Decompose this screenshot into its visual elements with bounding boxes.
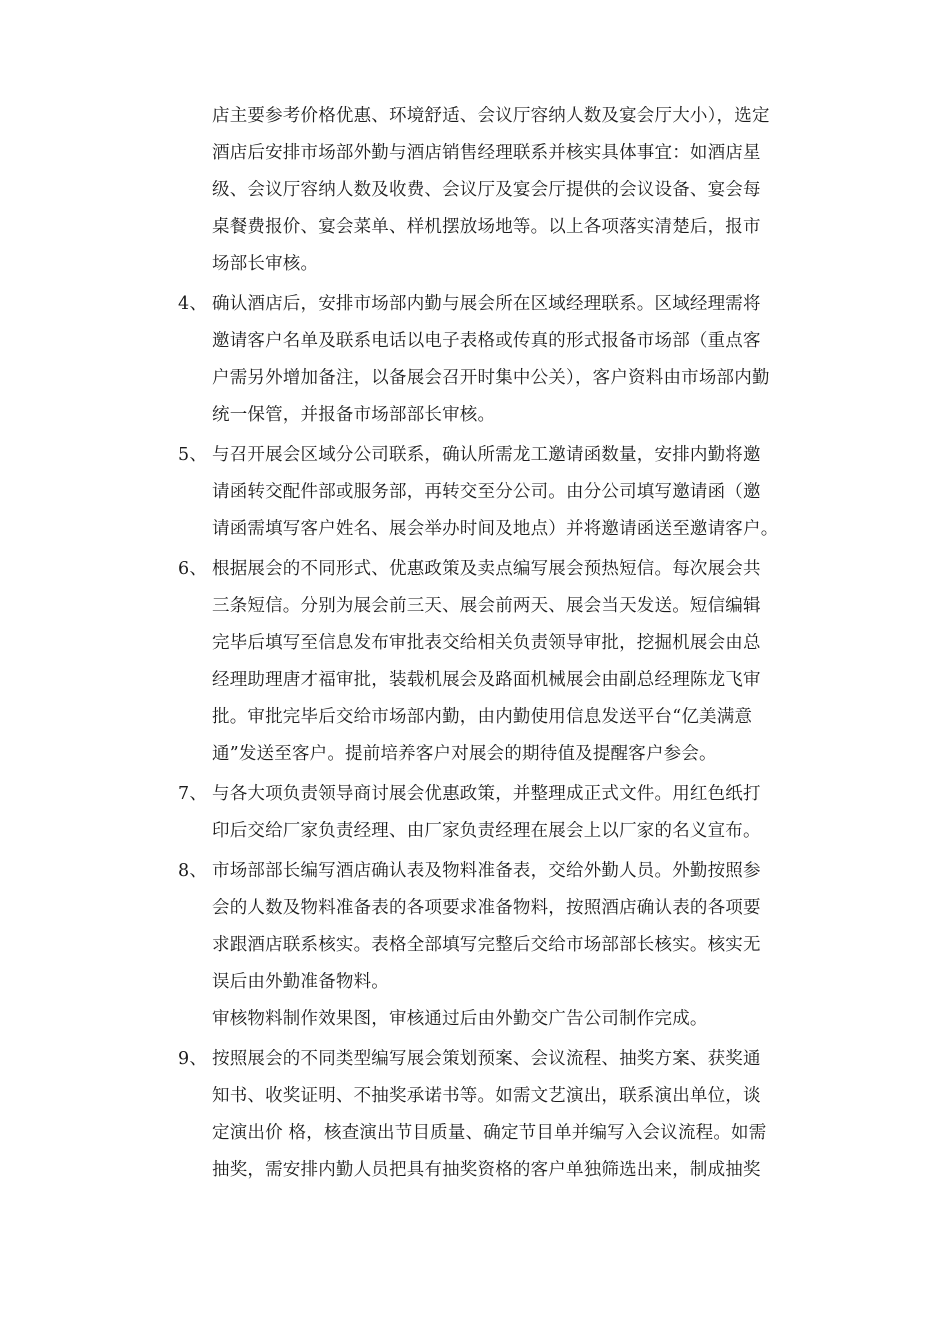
paragraph-line: 市场部部长编写酒店确认表及物料准备表，交给外勤人员。外勤按照参 <box>212 861 761 881</box>
paragraph-line: 店主要参考价格优惠、环境舒适、会议厅容纳人数及宴会厅大小），选定 <box>212 106 770 126</box>
list-item-7 <box>178 776 818 850</box>
paragraph-line: 误后由外勤准备物料。 <box>212 972 389 992</box>
paragraph-line: 桌餐费报价、宴会菜单、样机摆放场地等。以上各项落实清楚后，报市 <box>212 217 761 237</box>
paragraph-line: 印后交给厂家负责经理、由厂家负责经理在展会上以厂家的名义宣布。 <box>212 821 761 841</box>
item-number: 6、 <box>178 559 208 579</box>
paragraph-line: 批。审批完毕后交给市场部内勤，由内勤使用信息发送平台“亿美满意 <box>212 707 753 727</box>
paragraph-line: 按照展会的不同类型编写展会策划预案、会议流程、抽奖方案、获奖通 <box>212 1049 761 1069</box>
paragraph-line: 确认酒店后，安排市场部内勤与展会所在区域经理联系。区域经理需将 <box>212 294 761 314</box>
list-item-8 <box>178 853 818 1038</box>
paragraph-line: 请函转交配件部或服务部，再转交至分公司。由分公司填写邀请函（邀 <box>212 482 761 502</box>
item-number: 7、 <box>178 784 208 804</box>
paragraph-line: 抽奖，需安排内勤人员把具有抽奖资格的客户单独筛选出来，制成抽奖 <box>212 1160 761 1180</box>
paragraph-line: 酒店后安排市场部外勤与酒店销售经理联系并核实具体事宜：如酒店星 <box>212 143 761 163</box>
paragraph-line: 统一保管，并报备市场部部长审核。 <box>212 405 496 425</box>
paragraph-line: 通”发送至客户。提前培养客户对展会的期待值及提醒客户参会。 <box>212 744 717 764</box>
item-number: 4、 <box>178 294 208 314</box>
paragraph-line: 根据展会的不同形式、优惠政策及卖点编写展会预热短信。每次展会共 <box>212 559 761 579</box>
paragraph-line: 与召开展会区域分公司联系，确认所需龙工邀请函数量，安排内勤将邀 <box>212 445 761 465</box>
paragraph-line: 与各大项负责领导商讨展会优惠政策，并整理成正式文件。用红色纸打 <box>212 784 761 804</box>
item-number: 5、 <box>178 445 208 465</box>
paragraph-line: 定演出价 格，核查演出节目质量、确定节目单并编写入会议流程。如需 <box>212 1123 767 1143</box>
paragraph-line: 求跟酒店联系核实。表格全部填写完整后交给市场部部长核实。核实无 <box>212 935 761 955</box>
list-item-6 <box>178 551 818 773</box>
paragraph-line: 知书、收奖证明、不抽奖承诺书等。如需文艺演出，联系演出单位，谈 <box>212 1086 761 1106</box>
item-number: 9、 <box>178 1049 208 1069</box>
paragraph-line: 完毕后填写至信息发布审批表交给相关负责领导审批，挖掘机展会由总 <box>212 633 761 653</box>
paragraph-line: 会的人数及物料准备表的各项要求准备物料，按照酒店确认表的各项要 <box>212 898 761 918</box>
list-item-9 <box>178 1041 818 1189</box>
paragraph-line: 场部长审核。 <box>212 254 319 274</box>
document-body <box>178 98 818 1189</box>
list-item-4 <box>178 286 818 434</box>
paragraph-line: 户需另外增加备注，以备展会召开时集中公关），客户资料由市场部内勤 <box>212 368 770 388</box>
list-item-5 <box>178 437 818 548</box>
paragraph-line: 三条短信。分别为展会前三天、展会前两天、展会当天发送。短信编辑 <box>212 596 761 616</box>
paragraph-line: 经理助理唐才福审批，装载机展会及路面机械展会由副总经理陈龙飞审 <box>212 670 761 690</box>
paragraph-line: 审核物料制作效果图，审核通过后由外勤交广告公司制作完成。 <box>212 1009 708 1029</box>
continuation-paragraph <box>178 98 818 283</box>
paragraph-line: 请函需填写客户姓名、展会举办时间及地点）并将邀请函送至邀请客户。 <box>212 519 779 539</box>
paragraph-line: 级、会议厅容纳人数及收费、会议厅及宴会厅提供的会议设备、宴会每 <box>212 180 761 200</box>
item-number: 8、 <box>178 861 208 881</box>
paragraph-line: 邀请客户名单及联系电话以电子表格或传真的形式报备市场部（重点客 <box>212 331 761 351</box>
